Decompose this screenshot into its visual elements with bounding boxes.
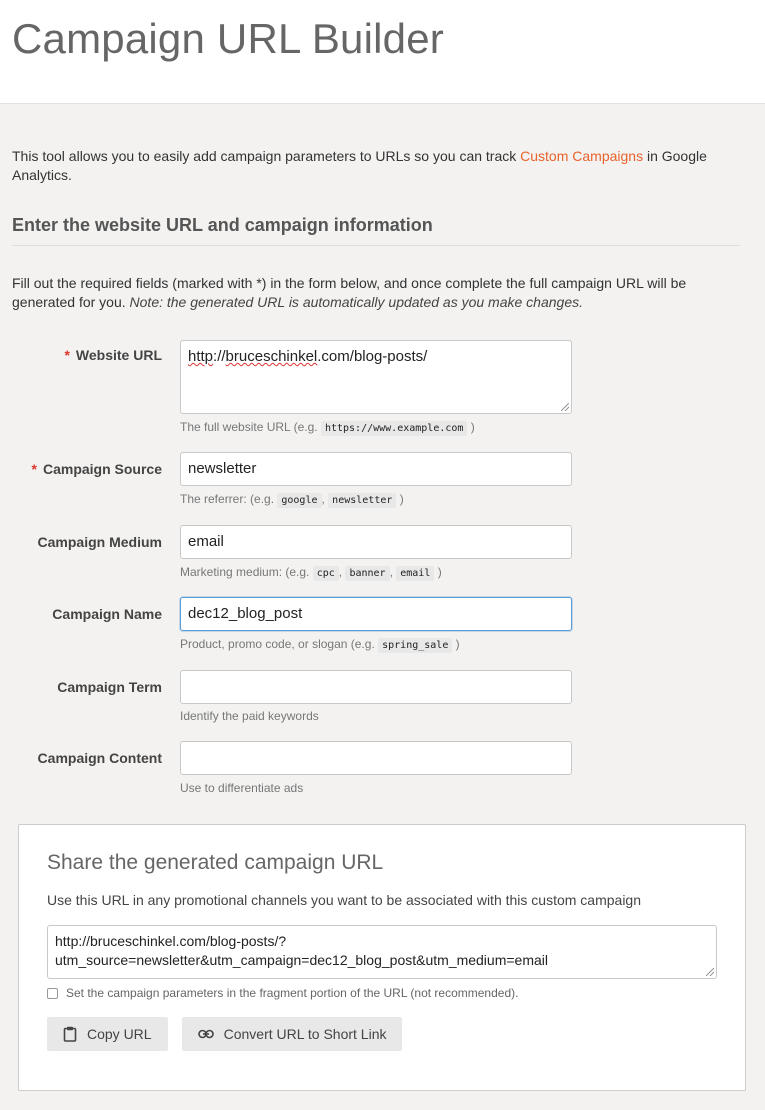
link-icon [198,1029,214,1039]
website-url-input[interactable]: http://bruceschinkel.com/blog-posts/ [180,340,572,414]
fragment-label: Set the campaign parameters in the fragment portion of the URL (not recommended). [66,986,519,1000]
share-actions [47,1017,717,1051]
copy-url-button[interactable]: Copy URL [47,1017,168,1051]
resize-handle-icon[interactable] [561,403,569,411]
campaign-source-input[interactable]: newsletter [180,452,572,486]
website-url-hint: The full website URL (e.g. https://www.example.com ) [180,420,475,434]
clipboard-icon [63,1026,77,1042]
fragment-checkbox[interactable] [47,988,58,999]
website-url-label: * Website URL [64,347,162,363]
resize-handle-icon[interactable] [706,968,714,976]
intro-text: This tool allows you to easily add campaign parameters to URLs so you can track Custom Campaigns in Google Analytics. [12,148,707,183]
campaign-name-label: Campaign Name [52,606,162,622]
campaign-term-hint: Identify the paid keywords [180,709,319,723]
campaign-content-input[interactable] [180,741,572,775]
generated-url-output[interactable]: http://bruceschinkel.com/blog-posts/? utm_source=newsletter&utm_campaign=dec12_blog_post&utm_medium=email [47,925,717,979]
campaign-source-hint: The referrer: (e.g. google , newsletter ) [180,492,404,506]
short-link-button[interactable]: Convert URL to Short Link [182,1017,403,1051]
campaign-medium-input[interactable]: email [180,525,572,559]
share-title: Share the generated campaign URL [47,851,384,874]
page-title: Campaign URL Builder [12,15,444,62]
campaign-content-hint: Use to differentiate ads [180,781,304,795]
campaign-medium-label: Campaign Medium [37,534,162,550]
campaign-medium-hint: Marketing medium: (e.g. cpc , banner , email ) [180,565,442,579]
campaign-name-hint: Product, promo code, or slogan (e.g. spring_sale ) [180,637,460,651]
page-header [0,0,765,104]
instructions-text: Fill out the required fields (marked with *) in the form below, and once complete the full campaign URL will be generated for you. Note: the generated URL is automatically updated as you make changes. [12,275,687,310]
campaign-source-label: * Campaign Source [31,461,162,477]
share-panel [18,824,746,1091]
section-heading: Enter the website URL and campaign information [12,215,740,246]
campaign-content-label: Campaign Content [37,750,162,766]
campaign-term-input[interactable] [180,670,572,704]
custom-campaigns-link[interactable]: Custom Campaigns [520,148,644,164]
main-content [0,147,765,312]
share-description: Use this URL in any promotional channels you want to be associated with this custom campaign [47,892,642,908]
campaign-name-input[interactable]: dec12_blog_post [180,597,572,631]
campaign-term-label: Campaign Term [57,679,162,695]
fragment-option [47,986,717,1000]
